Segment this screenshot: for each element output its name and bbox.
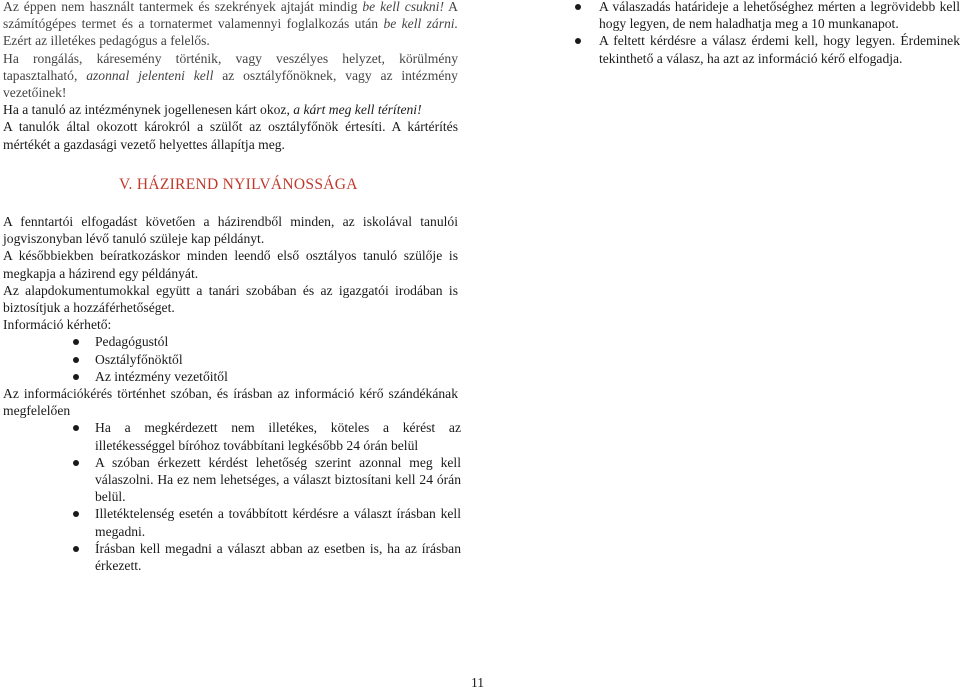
list-item-text: A válaszadás határideje a lehetőséghez mérten a legrövidebb kell hogy legyen, de nem haladhatja meg a 10 munkanapot. bbox=[599, 0, 960, 32]
list-item bbox=[95, 368, 435, 385]
left-top-block bbox=[3, 0, 458, 153]
paragraph-enrollment-copy: A későbbiekben beíratkozáskor minden leendő első osztályos tanuló szülője is megkapja a házirend egy példányát. bbox=[3, 248, 458, 281]
text: az osztályfőnöknek, vagy az intézmény vezetőinek! bbox=[3, 67, 458, 101]
paragraph-damage-report bbox=[3, 50, 458, 102]
section-title: V. HÁZIREND NYILVÁNOSSÁGA bbox=[119, 176, 358, 193]
bullet-icon bbox=[575, 4, 581, 10]
bullet-icon bbox=[73, 425, 79, 431]
list-item-text: Írásban kell megadni a választ abban az esetben is, ha az írásban érkezett. bbox=[95, 540, 461, 574]
paragraph-copy-distribution: A fenntartói elfogadást követően a házirendből minden, az iskolával tanulói jogviszonyban lévő tanuló szüleje kap példányt. bbox=[3, 214, 458, 247]
section-body bbox=[3, 213, 461, 574]
list-item-text: Pedagógustól bbox=[95, 334, 169, 350]
bullet-icon bbox=[73, 460, 79, 466]
text: Ha rongálás, káresemény történik, vagy veszélyes helyzet, körülmény tapasztalható, bbox=[3, 50, 458, 83]
bullet-icon bbox=[575, 38, 581, 44]
emphasis-text: be kell csukni! bbox=[362, 0, 444, 14]
list-item bbox=[95, 351, 435, 368]
list-item bbox=[572, 32, 960, 66]
bullet-icon bbox=[73, 546, 79, 552]
list-item bbox=[95, 540, 461, 574]
emphasis-text: be kell zárni. bbox=[383, 16, 458, 32]
right-column bbox=[572, 0, 960, 67]
list-item-text: A szóban érkezett kérdést lehetőség szerint azonnal meg kell válaszolni. Ha ez nem lehetséges, a választ biztosítani kell 24 órán belül. bbox=[95, 454, 461, 505]
paragraph-parent-notice: A tanulók által okozott károkról a szülőt az osztályfőnök értesíti. A kártérítés mértékét a gazdasági vezető helyettes állapítja meg. bbox=[3, 119, 458, 152]
list-item-text: Az intézmény vezetőitől bbox=[95, 368, 228, 384]
emphasis-text: a kárt meg kell téríteni! bbox=[293, 102, 422, 118]
text: Ha a tanuló az intézménynek jogellenesen kárt okoz, bbox=[3, 102, 294, 118]
reply-rule-list bbox=[95, 419, 461, 574]
paragraph-info-request: Információ kérhető: bbox=[3, 317, 112, 333]
list-item bbox=[95, 419, 461, 453]
text: A számítógépes termet és a tornatermet valamennyi foglalkozás után bbox=[3, 0, 458, 32]
list-item-text: A feltett kérdésre a válasz érdemi kell, hogy legyen. Érdeminek tekinthető a válasz, ha azt az információ kérő elfogadja. bbox=[599, 33, 960, 66]
list-item bbox=[95, 454, 461, 506]
list-item-text: Ha a megkérdezett nem illetékes, köteles a kérést az illetékességgel bíróhoz továbbítani legkésőbb 24 órán belül bbox=[95, 420, 461, 453]
page-number: 11 bbox=[471, 675, 485, 690]
bullet-icon bbox=[73, 357, 79, 363]
bullet-icon bbox=[73, 511, 79, 517]
paragraph-doors bbox=[3, 0, 458, 50]
emphasis-text: azonnal jelenteni kell bbox=[86, 67, 214, 83]
bullet-icon bbox=[73, 339, 79, 345]
list-item bbox=[572, 0, 960, 32]
list-item bbox=[95, 505, 461, 539]
paragraph-compensation bbox=[3, 101, 458, 118]
list-item-text: Illetéktelenség esetén a továbbított kérdésre a választ írásban kell megadni. bbox=[95, 506, 461, 539]
bullet-icon bbox=[73, 374, 79, 380]
info-source-list bbox=[95, 333, 435, 385]
paragraph-request-modes: Az információkérés történhet szóban, és írásban az információ kérő szándékának megfelelően bbox=[3, 386, 458, 419]
list-item bbox=[95, 333, 435, 350]
list-item-text: Osztályfőnöktől bbox=[95, 351, 183, 367]
text: Az éppen nem használt tantermek és szekrények ajtaját mindig bbox=[3, 0, 363, 14]
deadline-rule-list bbox=[572, 0, 960, 67]
paragraph-availability: Az alapdokumentumokkal együtt a tanári szobában és az igazgatói irodában is biztosítjuk a hozzáférhetőséget. bbox=[3, 282, 458, 316]
text: Ezért az illetékes pedagógus a felelős. bbox=[3, 33, 210, 49]
